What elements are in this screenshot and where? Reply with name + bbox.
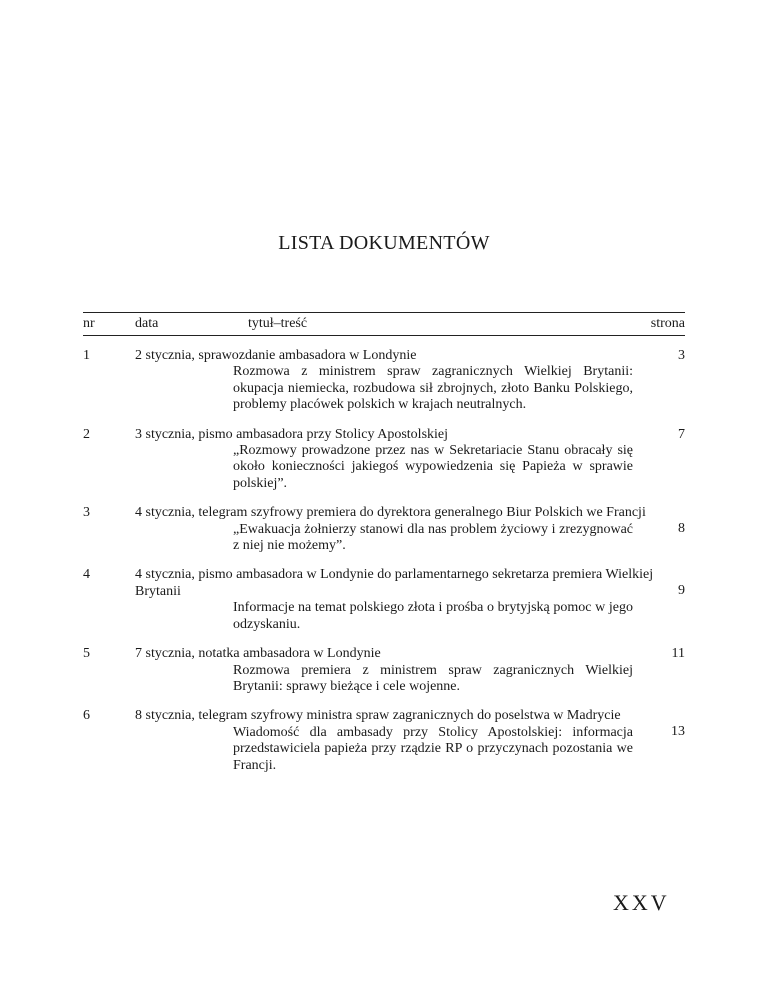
entry-number: 6 xyxy=(83,708,90,724)
page-title: LISTA DOKUMENTÓW xyxy=(278,232,490,254)
entry-heading: 4 stycznia, pismo ambasadora w Londynie do parlamentarnego sekretarza premiera Wielkiej Brytanii xyxy=(135,567,654,599)
entry-heading: 8 stycznia, telegram szyfrowy ministra spraw zagranicznych do poselstwa w Madrycie xyxy=(135,708,621,724)
entry-heading: 4 stycznia, telegram szyfrowy premiera do dyrektora generalnego Biur Polskich we Francji xyxy=(135,505,646,521)
entry-number: 5 xyxy=(83,646,90,662)
entry-number: 4 xyxy=(83,567,90,583)
entry-page-number: 11 xyxy=(671,646,685,662)
entry-summary: „Rozmowy prowadzone przez nas w Sekretariacie Stanu obracały się około konieczności jakiegoś wypowiedzenia się Papieża w sprawie polskiej”. xyxy=(233,443,633,491)
column-header-page: strona xyxy=(650,316,685,331)
entry-page-number: 3 xyxy=(678,348,685,363)
entry-summary: Wiadomość dla ambasady przy Stolicy Apostolskiej: informacja przedstawiciela papieża przy rządzie RP o przyczynach pozostania we Francji. xyxy=(233,724,633,773)
column-header-title: tytuł–treść xyxy=(248,316,308,331)
document-entry-1 xyxy=(83,348,685,414)
entry-page-number: 8 xyxy=(678,521,685,537)
column-header-nr: nr xyxy=(83,316,95,331)
entry-summary: „Ewakuacja żołnierzy stanowi dla nas problem życiowy i zrezygnować z niej nie możemy”. xyxy=(233,521,633,554)
document-entry-4 xyxy=(83,567,685,633)
document-entry-2 xyxy=(83,427,685,493)
entry-summary: Rozmowa premiera z ministrem spraw zagranicznych Wielkiej Brytanii: sprawy bieżące i cele wojenne. xyxy=(233,662,633,694)
entry-page-number: 9 xyxy=(678,583,685,599)
document-entry-3 xyxy=(83,505,685,554)
document-entry-6 xyxy=(83,708,685,774)
entry-heading: 7 stycznia, notatka ambasadora w Londynie xyxy=(135,646,381,662)
entry-number: 1 xyxy=(83,348,90,363)
entry-page-number: 7 xyxy=(678,426,685,442)
header-top-rule xyxy=(83,312,685,313)
document-entry-5 xyxy=(83,646,685,695)
page-folio: XXV xyxy=(613,890,670,915)
header-bottom-rule xyxy=(83,335,685,336)
entry-number: 3 xyxy=(83,505,90,521)
entry-heading: 2 stycznia, sprawozdanie ambasadora w Londynie xyxy=(135,348,417,363)
entry-summary: Informacje na temat polskiego złota i prośba o brytyjską pomoc w jego odzyskaniu. xyxy=(233,600,633,632)
entry-page-number: 13 xyxy=(671,724,685,740)
entry-heading: 3 stycznia, pismo ambasadora przy Stolicy Apostolskiej xyxy=(135,426,449,442)
entry-summary: Rozmowa z ministrem spraw zagranicznych Wielkiej Brytanii: okupacja niemiecka, rozbudowa sił zbrojnych, złoto Banku Polskiego, problemy placówek polskich w krajach neutralnych. xyxy=(233,364,633,413)
column-header-date: data xyxy=(135,316,159,331)
document-list xyxy=(83,348,685,787)
entry-number: 2 xyxy=(83,426,90,442)
